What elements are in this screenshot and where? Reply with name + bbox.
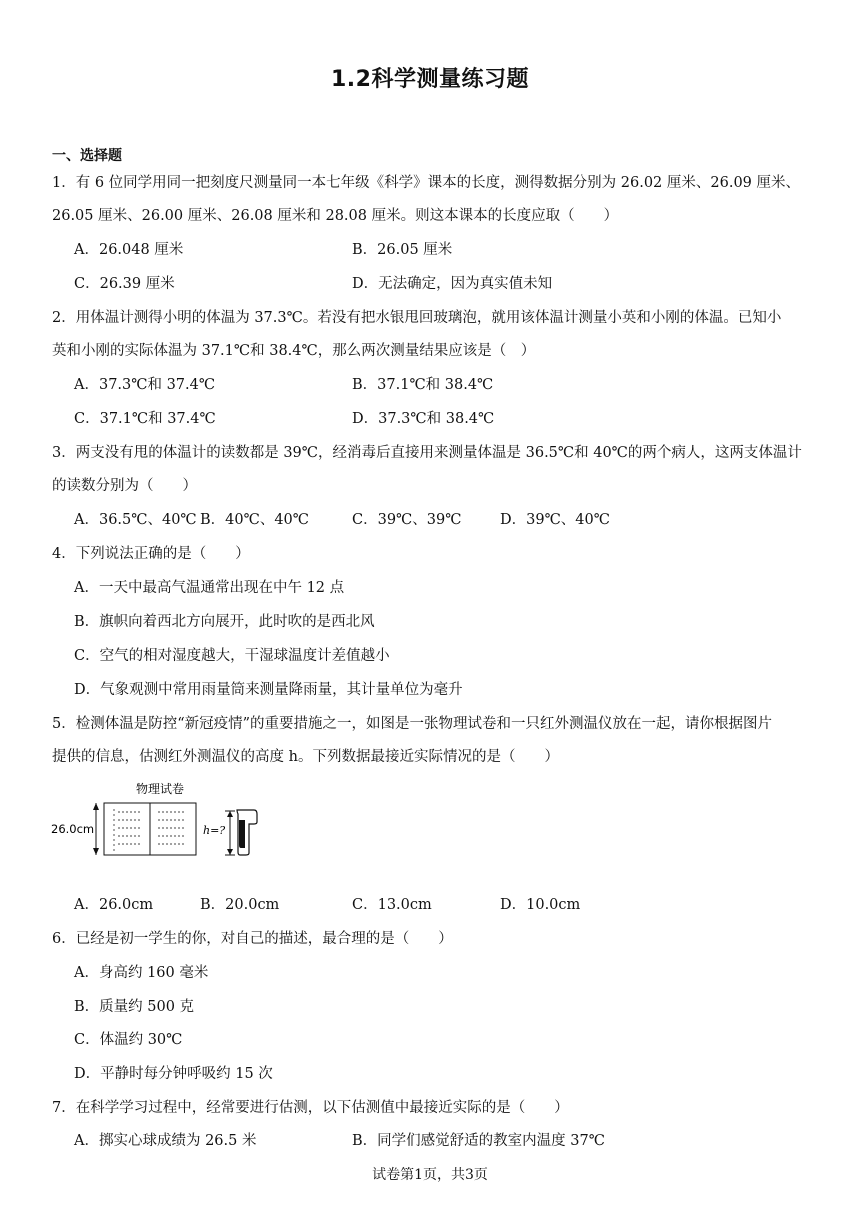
question-3-option-d: D．39℃、40℃ (500, 512, 610, 528)
question-4-option-d: D．气象观测中常用雨量筒来测量降雨量，其计量单位为毫升 (74, 682, 463, 698)
question-3-option-c: C．39℃、39℃ (352, 512, 462, 528)
question-5-text-line2: 提供的信息，估测红外测温仪的高度 h。下列数据最接近实际情况的是（ ） (52, 749, 559, 765)
question-5-option-d: D．10.0cm (500, 897, 581, 913)
question-3-option-a: A．36.5℃、40℃ (74, 512, 197, 528)
question-6-option-a: A．身高约 160 毫米 (74, 965, 209, 981)
figure-h-label: h=? (203, 824, 226, 837)
exam-paper-and-thermometer-figure (50, 776, 280, 862)
question-7-option-a: A．掷实心球成绩为 26.5 米 (74, 1133, 257, 1149)
question-2-option-c: C．37.1℃和 37.4℃ (74, 411, 216, 427)
question-3-text-line1: 3．两支没有甩的体温计的读数都是 39℃，经消毒后直接用来测量体温是 36.5℃和 40℃的两个病人，这两支体温计 (52, 445, 802, 461)
question-4-option-b: B．旗帜向着西北方向展开，此时吹的是西北风 (74, 614, 375, 630)
question-1-option-a: A．26.048 厘米 (74, 242, 184, 258)
arrow-down-icon (93, 848, 99, 855)
question-4-text-line1: 4．下列说法正确的是（ ） (52, 546, 250, 562)
figure-height-label: 26.0cm (51, 822, 95, 836)
question-1-text-line1: 1．有 6 位同学用同一把刻度尺测量同一本七年级《科学》课本的长度，测得数据分别为 26.02 厘米、26.09 厘米、 (52, 175, 801, 191)
question-5-option-c: C．13.0cm (352, 897, 432, 913)
question-1-text-line2: 26.05 厘米、26.00 厘米、26.08 厘米和 28.08 厘米。则这本课本的长度应取（ ） (52, 208, 619, 224)
question-2-option-b: B．37.1℃和 38.4℃ (352, 377, 494, 393)
question-2-option-d: D．37.3℃和 38.4℃ (352, 411, 495, 427)
question-1-option-d: D．无法确定，因为真实值未知 (352, 276, 553, 292)
section-heading: 一、选择题 (52, 148, 122, 164)
question-4-option-a: A．一天中最高气温通常出现在中午 12 点 (74, 580, 345, 596)
exam-paper-text-lines (118, 812, 186, 844)
question-1-option-b: B．26.05 厘米 (352, 242, 453, 258)
question-3-option-b: B．40℃、40℃ (200, 512, 309, 528)
question-6-option-c: C．体温约 30℃ (74, 1032, 183, 1048)
question-5-text-line1: 5．检测体温是防控“新冠疫情”的重要措施之一，如图是一张物理试卷和一只红外测温仪放在一起，请你根据图片 (52, 716, 773, 732)
figure-paper-label: 物理试卷 (136, 782, 185, 796)
question-2-text-line2: 英和小刚的实际体温为 37.1℃和 38.4℃，那么两次测量结果应该是（ ） (52, 343, 536, 359)
question-3-text-line2: 的读数分别为（ ） (52, 478, 197, 494)
question-1-option-c: C．26.39 厘米 (74, 276, 175, 292)
question-5-option-b: B．20.0cm (200, 897, 280, 913)
arrow-up-icon (93, 803, 99, 810)
question-7-text-line1: 7．在科学学习过程中，经常要进行估测，以下估测值中最接近实际的是（ ） (52, 1100, 569, 1116)
question-4-option-c: C．空气的相对湿度越大，干湿球温度计差值越小 (74, 648, 390, 664)
page-title: 1.2科学测量练习题 (331, 67, 529, 92)
question-2-option-a: A．37.3℃和 37.4℃ (74, 377, 216, 393)
question-6-option-b: B．质量约 500 克 (74, 999, 195, 1015)
page-footer: 试卷第1页，共3页 (372, 1167, 488, 1183)
infrared-thermometer-icon (237, 810, 257, 855)
question-2-text-line1: 2．用体温计测得小明的体温为 37.3℃。若没有把水银甩回玻璃泡，就用该体温计测量小英和小刚的体温。已知小 (52, 310, 782, 326)
question-7-option-b: B．同学们感觉舒适的教室内温度 37℃ (352, 1133, 605, 1149)
question-6-option-d: D．平静时每分钟呼吸约 15 次 (74, 1066, 273, 1082)
question-6-text-line1: 6．已经是初一学生的你，对自己的描述，最合理的是（ ） (52, 931, 453, 947)
question-5-option-a: A．26.0cm (74, 897, 154, 913)
